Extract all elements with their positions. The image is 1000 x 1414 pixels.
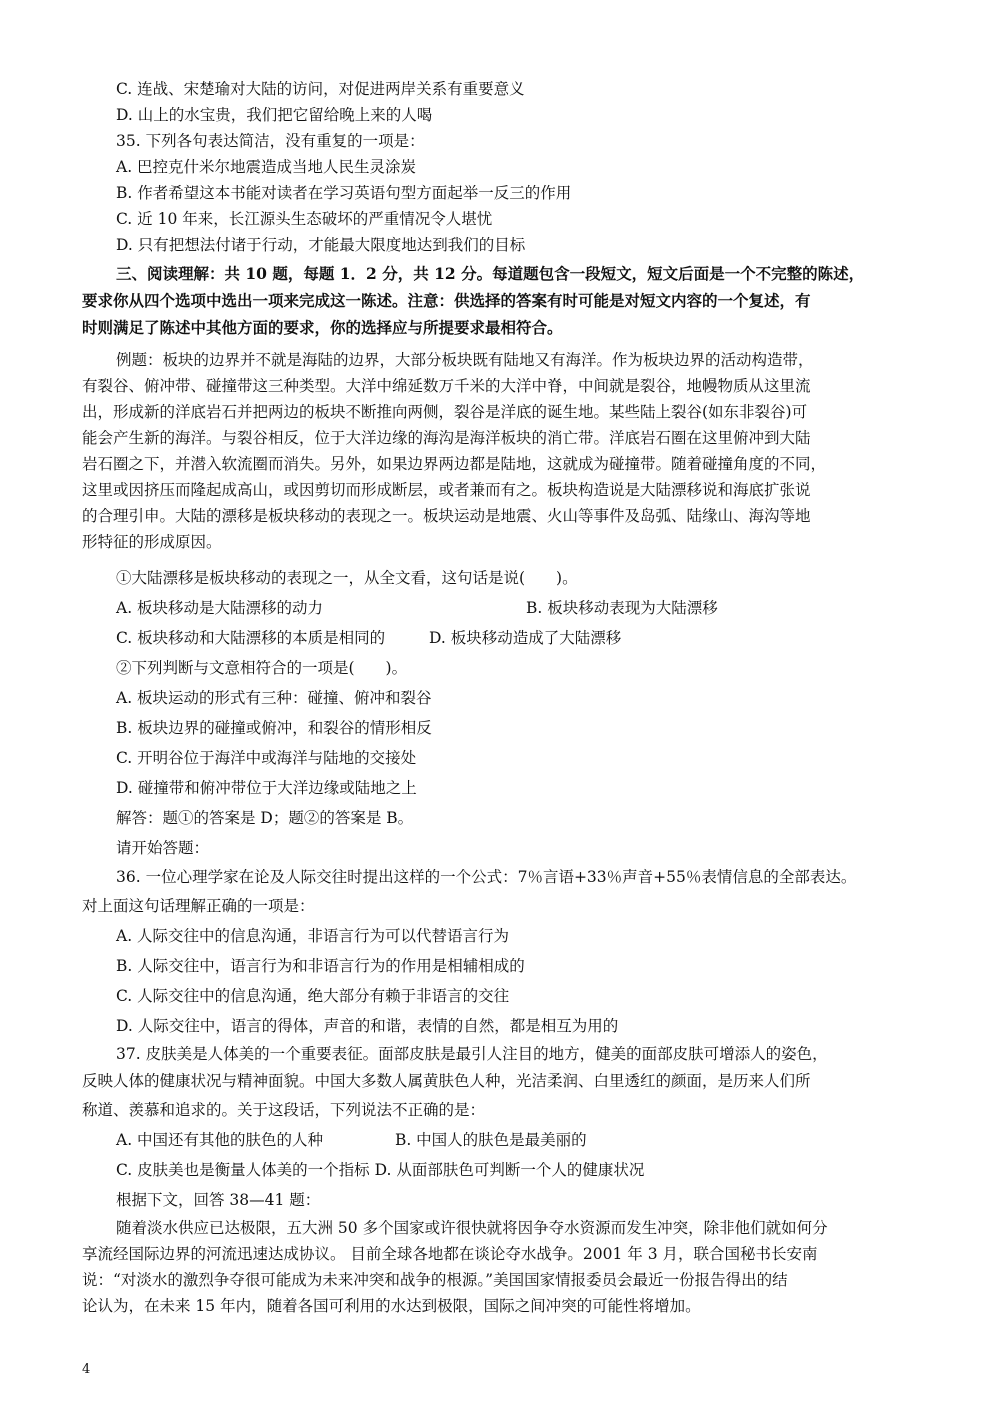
option-a: A. 板块运动的形式有三种：碰撞、俯冲和裂谷 [116, 689, 432, 707]
option-b: B. 板块移动表现为大陆漂移 [526, 599, 718, 617]
passage-line: 能会产生新的海洋。与裂谷相反，位于大洋边缘的海沟是海洋板块的消亡带。洋底岩石圈在这里俯冲到大陆 [82, 429, 811, 447]
example-question-2 [82, 653, 927, 803]
passage-38-41 [82, 1215, 927, 1319]
passage-line: 形特征的形成原因。 [82, 533, 222, 551]
option-c: C. 人际交往中的信息沟通，绝大部分有赖于非语言的交往 [116, 987, 510, 1005]
option-b: B. 中国人的肤色是最美丽的 [394, 1131, 587, 1149]
passage-line: 的合理引申。大陆的漂移是板块移动的表现之一。板块运动是地震、火山等事件及岛弧、陆缘山、海沟等地 [82, 507, 811, 525]
question-35-block [82, 76, 927, 258]
passage-line: 说：“对淡水的激烈争夺很可能成为未来冲突和战争的根源。”美国国家情报委员会最近一份报告得出的结 [82, 1271, 788, 1289]
question-stem: ①大陆漂移是板块移动的表现之一，从全文看，这句话是说( )。 [116, 569, 578, 587]
option-line: C. 近 10 年来，长江源头生态破坏的严重情况令人堪忧 [116, 210, 493, 228]
page-content [82, 76, 927, 1319]
question-36-block [82, 863, 927, 1041]
question-stem: 36. 一位心理学家在论及人际交往时提出这样的一个公式：7％言语+33％声音+55％表情信息的全部表达。 [116, 868, 857, 886]
passage-line: 有裂谷、俯冲带、碰撞带这三种类型。大洋中绵延数万千米的大洋中脊，中间就是裂谷，地幔物质从这里流 [82, 377, 811, 395]
passage-line: 例题：板块的边界并不就是海陆的边界，大部分板块既有陆地又有海洋。作为板块边界的活动构造带， [116, 351, 814, 369]
option-c: C. 板块移动和大陆漂移的本质是相同的 [116, 629, 386, 647]
passage-line: 这里或因挤压而隆起成高山，或因剪切而形成断层，或者兼而有之。板块构造说是大陆漂移说和海底扩张说 [82, 481, 811, 499]
option-a: A. 人际交往中的信息沟通，非语言行为可以代替语言行为 [116, 927, 510, 945]
question-stem: 37. 皮肤美是人体美的一个重要表征。面部皮肤是最引人注目的地方，健美的面部皮肤可增添人的姿色， [116, 1045, 828, 1063]
question-37-block [82, 1041, 927, 1185]
option-d: D. 人际交往中，语言的得体，声音的和谐，表情的自然，都是相互为用的 [116, 1017, 619, 1035]
option-d: D. 板块移动造成了大陆漂移 [429, 629, 622, 647]
option-a: A. 板块移动是大陆漂移的动力 [116, 599, 324, 617]
option-c: C. 开明谷位于海洋中或海洋与陆地的交接处 [116, 749, 417, 767]
example-question-1 [82, 563, 927, 653]
option-line: D. 山上的水宝贵，我们把它留给晚上来的人喝 [116, 106, 433, 124]
section-heading [82, 260, 927, 341]
option-line: D. 只有把想法付诸于行动，才能最大限度地达到我们的目标 [116, 236, 526, 254]
question-stem: 称道、羡慕和追求的。关于这段话，下列说法不正确的是： [82, 1101, 486, 1119]
question-stem: 对上面这句话理解正确的一项是： [82, 897, 315, 915]
context-instruction: 根据下文，回答 38—41 题： [116, 1191, 321, 1209]
passage-line: 享流经国际边界的河流迅速达成协议。 目前全球各地都在谈论夺水战争。2001 年 3 月，联合国秘书长安南 [82, 1245, 818, 1263]
passage-line: 出，形成新的洋底岩石并把两边的板块不断推向两侧，裂谷是洋底的诞生地。某些陆上裂谷(如东非裂谷)可 [82, 403, 808, 421]
option-line: B. 作者希望这本书能对读者在学习英语句型方面起举一反三的作用 [116, 184, 572, 202]
section-heading-line: 要求你从四个选项中选出一项来完成这一陈述。注意：供选择的答案有时可能是对短文内容的一个复述，有 [82, 291, 811, 310]
option-line: A. 巴控克什米尔地震造成当地人民生灵涂炭 [116, 158, 417, 176]
example-passage [82, 347, 927, 555]
option-b: B. 板块边界的碰撞或俯冲，和裂谷的情形相反 [116, 719, 432, 737]
question-stem: ②下列判断与文意相符合的一项是( )。 [116, 659, 408, 677]
passage-line: 岩石圈之下，并潜入软流圈而消失。另外，如果边界两边都是陆地，这就成为碰撞带。随着碰撞角度的不同， [82, 455, 827, 473]
option-cd: C. 皮肤美也是衡量人体美的一个指标 D. 从面部肤色可判断一个人的健康状况 [116, 1161, 645, 1179]
option-line: C. 连战、宋楚瑜对大陆的访问，对促进两岸关系有重要意义 [116, 80, 525, 98]
start-prompt: 请开始答题： [116, 839, 210, 857]
section-heading-line: 时则满足了陈述中其他方面的要求，你的选择应与所提要求最相符合。 [82, 318, 563, 337]
passage-line: 随着淡水供应已达极限，五大洲 50 多个国家或许很快就将因争夺水资源而发生冲突，除非他们就如何分 [116, 1219, 828, 1237]
question-stem: 反映人体的健康状况与精神面貌。中国大多数人属黄肤色人种，光洁柔润、白里透红的颜面，是历来人们所 [82, 1072, 811, 1090]
page-number: 4 [82, 1362, 91, 1377]
option-d: D. 碰撞带和俯冲带位于大洋边缘或陆地之上 [116, 779, 417, 797]
section-heading-line: 三、阅读理解：共 10 题，每题 1．2 分，共 12 分。每道题包含一段短文，短文后面是一个不完整的陈述， [116, 264, 865, 283]
passage-line: 论认为，在未来 15 年内，随着各国可利用的水达到极限，国际之间冲突的可能性将增加。 [82, 1297, 701, 1315]
option-b: B. 人际交往中，语言行为和非语言行为的作用是相辅相成的 [116, 957, 525, 975]
question-stem: 35. 下列各句表达简洁，没有重复的一项是： [116, 132, 425, 150]
example-answer: 解答：题①的答案是 D；题②的答案是 B。 [116, 809, 414, 827]
option-a: A. 中国还有其他的肤色的人种 [116, 1131, 324, 1149]
